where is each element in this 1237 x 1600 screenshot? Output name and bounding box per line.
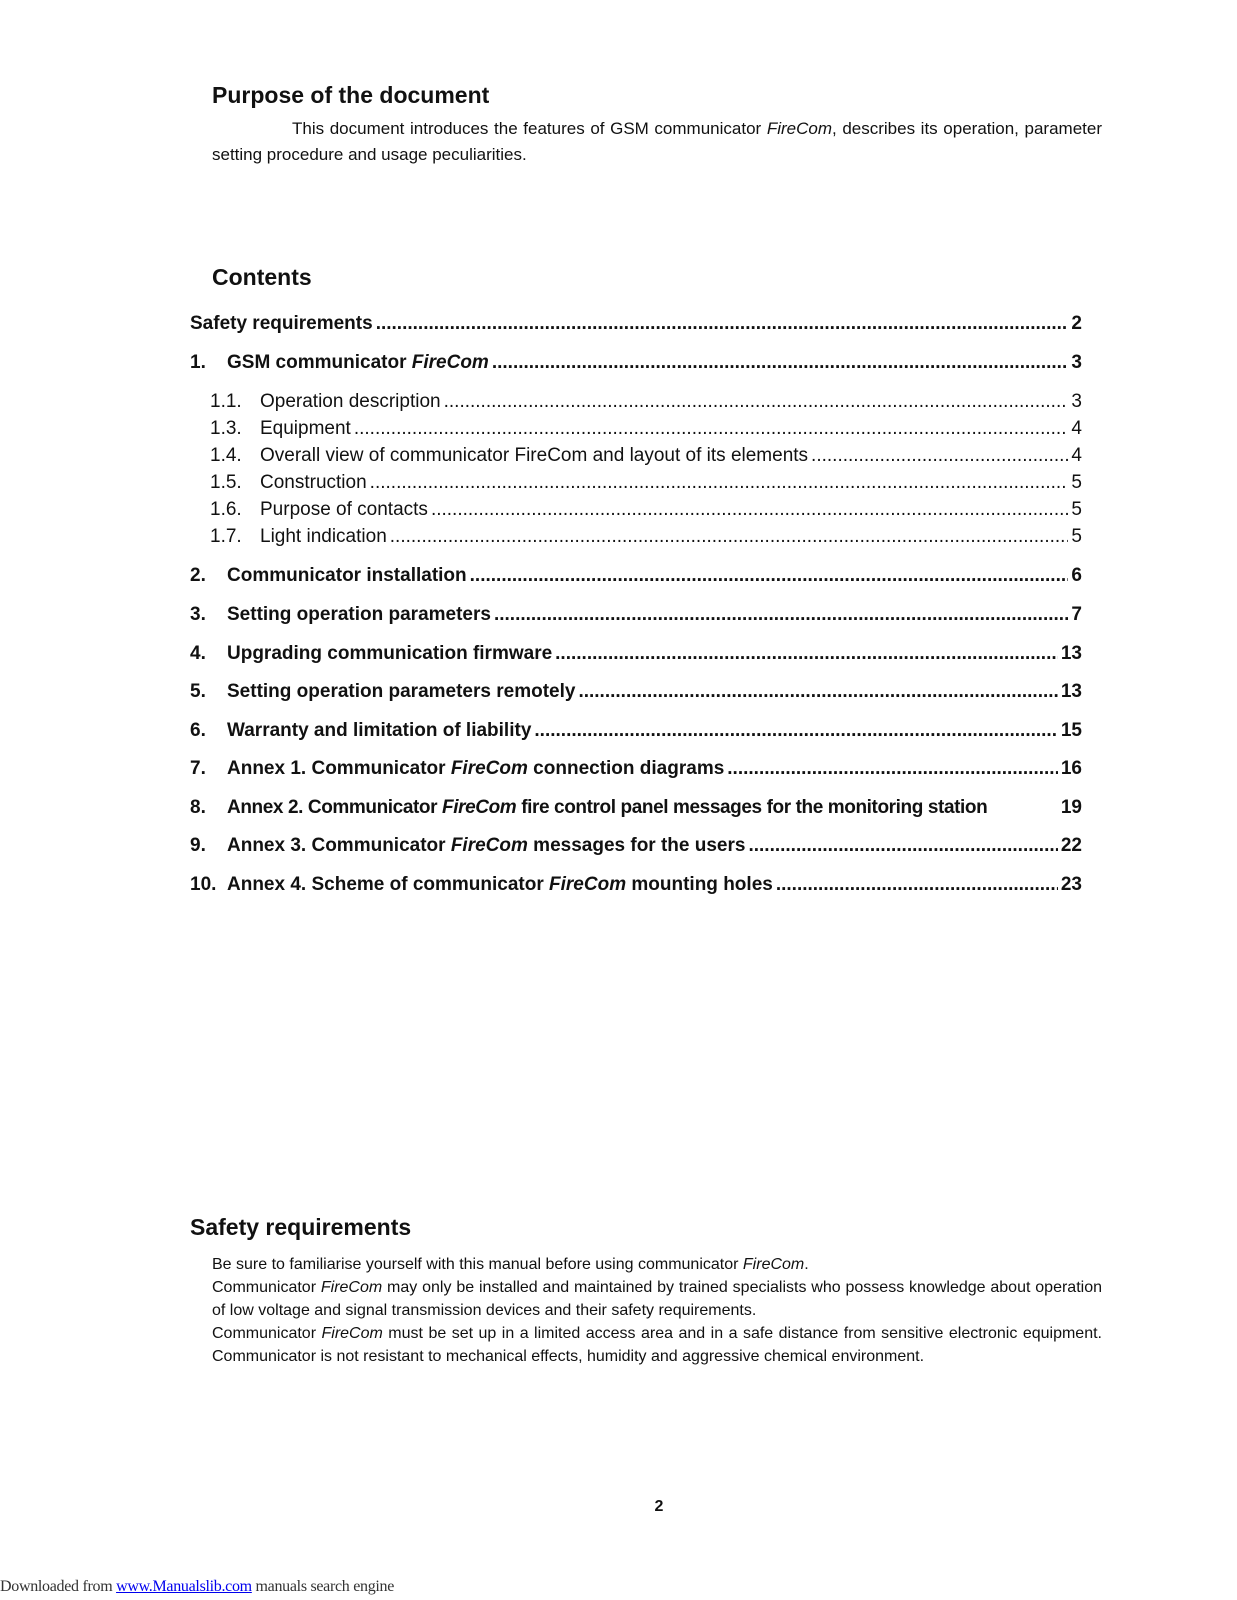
toc-page-number: 19 bbox=[1060, 797, 1082, 818]
safety-heading: Safety requirements bbox=[190, 1214, 412, 1240]
toc-entry-communicator-installation[interactable]: 2. Communicator installation ..... 6 bbox=[190, 561, 1082, 591]
toc-leader-dots bbox=[431, 499, 1068, 521]
purpose-paragraph: This document introduces the features of GSM communicator FireCom, describes its operation, parameter setting procedure and usage peculiarities. bbox=[212, 119, 1102, 164]
toc-page-number: 15 bbox=[1060, 720, 1082, 741]
toc-leader-dots bbox=[555, 643, 1058, 665]
toc-leader-dots bbox=[376, 313, 1069, 335]
toc-page-number: 22 bbox=[1060, 835, 1082, 856]
toc-page-number: 4 bbox=[1071, 417, 1082, 439]
toc-entry-annex-2[interactable]: 8. Annex 2. Communicator FireCom fire control panel messages for the monitoring station 19 bbox=[190, 797, 1082, 818]
toc-leader-dots bbox=[444, 391, 1069, 413]
toc-entry-light-indication[interactable]: 1.7. Light indication ..... 5 bbox=[210, 523, 1082, 550]
toc-page-number: 3 bbox=[1071, 352, 1082, 373]
toc-entry-purpose-of-contacts[interactable]: 1.6. Purpose of contacts ..... 5 bbox=[210, 496, 1082, 523]
toc-leader-dots bbox=[370, 472, 1069, 494]
download-footer: Downloaded from www.Manualslib.com manuals search engine bbox=[0, 1578, 395, 1595]
toc-leader-dots bbox=[578, 681, 1057, 703]
toc-page-number: 16 bbox=[1060, 758, 1082, 779]
toc-page-number: 5 bbox=[1071, 471, 1082, 493]
toc-entry-annex-3[interactable]: 9. Annex 3. Communicator FireCom messages for the users ..... 22 bbox=[190, 831, 1082, 861]
toc-entry-warranty[interactable]: 6. Warranty and limitation of liability ..... 15 bbox=[190, 716, 1082, 746]
toc-entry-operation-description[interactable]: 1.1. Operation description ..... 3 bbox=[210, 388, 1082, 415]
manualslib-link[interactable]: www.Manualslib.com bbox=[116, 1578, 252, 1595]
safety-paragraph-3: Communicator FireCom must be set up in a limited access area and in a safe distance from sensitive electronic equipment. Communicator is not resistant to mechanical effects, humidity and aggressive chemical environment. bbox=[212, 1325, 1102, 1365]
toc-leader-dots bbox=[494, 604, 1068, 626]
safety-body bbox=[212, 1253, 1102, 1368]
toc-page-number: 13 bbox=[1060, 681, 1082, 702]
toc-entry-safety-requirements[interactable]: Safety requirements ..... 2 bbox=[190, 309, 1082, 339]
toc-leader-dots bbox=[748, 835, 1057, 857]
toc-leader-dots bbox=[390, 526, 1069, 548]
toc-leader-dots bbox=[492, 352, 1069, 374]
toc-page-number: 13 bbox=[1060, 643, 1082, 664]
toc-page-number: 6 bbox=[1071, 565, 1082, 586]
safety-paragraph-1: Be sure to familiarise yourself with this manual before using communicator FireCom. bbox=[212, 1256, 809, 1273]
toc-entry-setting-operation-parameters[interactable]: 3. Setting operation parameters ..... 7 bbox=[190, 600, 1082, 630]
toc-page-number: 5 bbox=[1071, 498, 1082, 520]
toc-leader-dots bbox=[354, 418, 1069, 440]
toc-entry-annex-4[interactable]: 10. Annex 4. Scheme of communicator FireCom mounting holes ..... 23 bbox=[190, 870, 1082, 900]
toc-page-number: 4 bbox=[1071, 444, 1082, 466]
toc-entry-annex-1[interactable]: 7. Annex 1. Communicator FireCom connection diagrams ..... 16 bbox=[190, 754, 1082, 784]
toc-entry-upgrading-firmware[interactable]: 4. Upgrading communication firmware ..... 13 bbox=[190, 639, 1082, 669]
toc-leader-dots bbox=[470, 565, 1069, 587]
toc-page-number: 7 bbox=[1071, 604, 1082, 625]
toc-entry-equipment[interactable]: 1.3. Equipment ..... 4 bbox=[210, 415, 1082, 442]
toc-entry-setting-parameters-remotely[interactable]: 5. Setting operation parameters remotely ..... 13 bbox=[190, 677, 1082, 707]
safety-paragraph-2: Communicator FireCom may only be installed and maintained by trained specialists who possess knowledge about operation of low voltage and signal transmission devices and their safety requirements. bbox=[212, 1279, 1102, 1319]
toc-page-number: 3 bbox=[1071, 390, 1082, 412]
toc-leader-dots bbox=[776, 874, 1058, 896]
toc-page-number: 23 bbox=[1060, 874, 1082, 895]
toc-entry-overall-view[interactable]: 1.4. Overall view of communicator FireCom and layout of its elements ..... 4 bbox=[210, 442, 1082, 469]
toc-leader-dots bbox=[534, 720, 1057, 742]
toc-page-number: 5 bbox=[1071, 525, 1082, 547]
toc-page-number: 2 bbox=[1071, 313, 1082, 334]
toc-leader-dots bbox=[811, 445, 1068, 467]
contents-heading: Contents bbox=[212, 264, 312, 290]
page-number: 2 bbox=[654, 1498, 664, 1515]
purpose-heading: Purpose of the document bbox=[212, 82, 490, 108]
toc-entry-gsm-communicator[interactable]: 1. GSM communicator FireCom ..... 3 bbox=[190, 348, 1082, 378]
toc-leader-dots bbox=[727, 758, 1058, 780]
toc-entry-construction[interactable]: 1.5. Construction ..... 5 bbox=[210, 469, 1082, 496]
